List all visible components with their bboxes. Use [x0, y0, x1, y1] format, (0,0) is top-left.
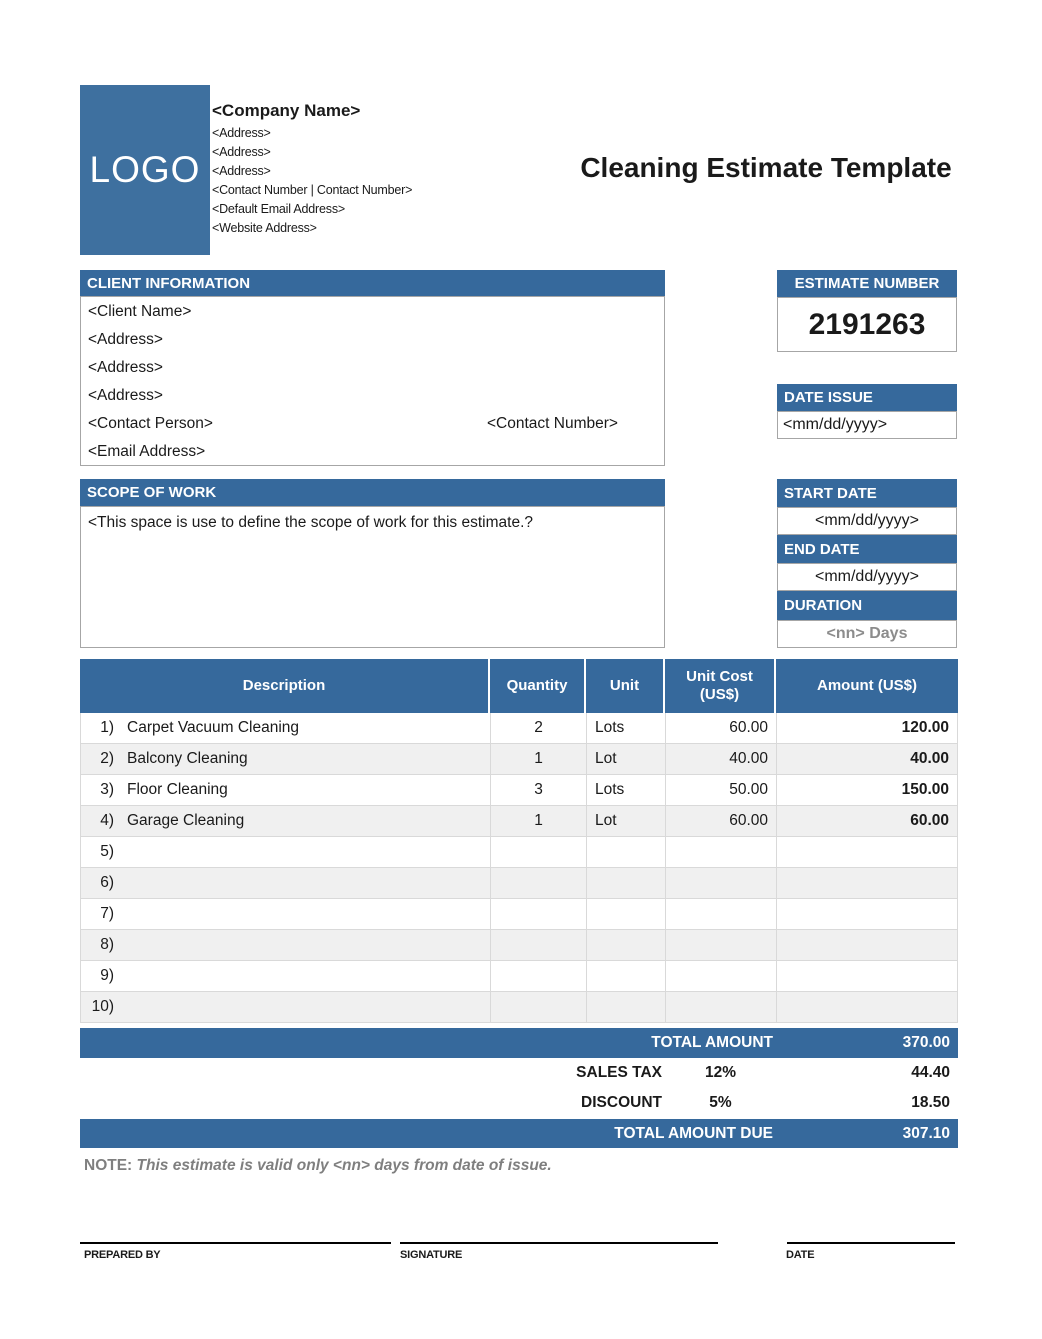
- row-description-cell[interactable]: [81, 899, 490, 929]
- row-number: 3): [100, 781, 114, 798]
- column-header-quantity: Quantity: [490, 659, 586, 713]
- logo-text: LOGO: [89, 149, 201, 190]
- prepared-by-line: [80, 1242, 391, 1244]
- client-contact-row: [81, 410, 664, 438]
- company-email-field[interactable]: <Default Email Address>: [212, 202, 345, 216]
- row-quantity-cell[interactable]: [490, 992, 586, 1022]
- client-contact-person-field[interactable]: <Contact Person>: [88, 415, 213, 432]
- table-row: [81, 744, 957, 775]
- row-description: Floor Cleaning: [127, 781, 228, 798]
- row-unit-cost-cell[interactable]: [665, 930, 776, 960]
- client-information-header: CLIENT INFORMATION: [80, 270, 665, 296]
- row-unit-cell[interactable]: [586, 899, 665, 929]
- unit-cost-line1: Unit Cost: [686, 668, 753, 685]
- row-unit-cell[interactable]: [586, 868, 665, 898]
- column-header-unit-cost: [665, 659, 776, 713]
- sales-tax-row: [80, 1058, 958, 1088]
- row-quantity-cell[interactable]: [490, 837, 586, 867]
- row-unit-cell[interactable]: Lot: [586, 744, 665, 774]
- unit-cost-line2: (US$): [699, 686, 740, 703]
- row-number: 6): [100, 874, 114, 891]
- discount-value: 18.50: [911, 1094, 950, 1111]
- row-unit-cost-cell[interactable]: 50.00: [665, 775, 776, 805]
- row-number: 1): [100, 719, 114, 736]
- discount-row: [80, 1088, 958, 1118]
- row-quantity-cell[interactable]: [490, 899, 586, 929]
- items-table-body: [80, 713, 958, 1023]
- row-description-cell[interactable]: [81, 930, 490, 960]
- total-amount-label: TOTAL AMOUNT: [651, 1034, 773, 1051]
- row-quantity-cell[interactable]: 3: [490, 775, 586, 805]
- client-information-box: [80, 296, 665, 466]
- document-title: Cleaning Estimate Template: [580, 152, 952, 183]
- company-address-field[interactable]: <Address>: [212, 164, 271, 178]
- date-issue-header: DATE ISSUE: [777, 384, 957, 411]
- table-row: [81, 713, 957, 744]
- row-quantity-cell[interactable]: 2: [490, 713, 586, 743]
- row-unit-cell[interactable]: [586, 837, 665, 867]
- row-unit-cost-cell[interactable]: [665, 868, 776, 898]
- date-label: DATE: [786, 1249, 815, 1261]
- total-amount-value: 370.00: [902, 1034, 950, 1051]
- client-email-field[interactable]: <Email Address>: [88, 443, 206, 460]
- row-unit-cost-cell[interactable]: [665, 899, 776, 929]
- row-amount-cell: [776, 868, 957, 898]
- end-date-field[interactable]: <mm/dd/yyyy>: [777, 563, 957, 591]
- row-number: 4): [100, 812, 114, 829]
- row-description-cell[interactable]: [81, 992, 490, 1022]
- company-block: [212, 101, 572, 238]
- table-row: [81, 899, 957, 930]
- row-quantity-cell[interactable]: [490, 868, 586, 898]
- date-issue-field[interactable]: <mm/dd/yyyy>: [777, 411, 957, 439]
- column-header-amount: Amount (US$): [817, 677, 917, 694]
- row-unit-cost-cell[interactable]: [665, 992, 776, 1022]
- row-number: 7): [100, 905, 114, 922]
- sales-tax-rate-field[interactable]: 12%: [704, 1064, 737, 1081]
- row-amount-cell: [776, 837, 957, 867]
- row-description-cell[interactable]: [81, 713, 490, 743]
- row-unit-cell[interactable]: Lots: [586, 775, 665, 805]
- row-amount-cell: [776, 992, 957, 1022]
- row-quantity-cell[interactable]: [490, 930, 586, 960]
- scope-of-work-header: SCOPE OF WORK: [80, 479, 665, 506]
- row-unit-cost-cell[interactable]: 60.00: [665, 806, 776, 836]
- table-row: [81, 806, 957, 837]
- row-number: 5): [100, 843, 114, 860]
- start-date-header: START DATE: [777, 479, 957, 507]
- row-description-cell[interactable]: [81, 837, 490, 867]
- signature-label: SIGNATURE: [400, 1249, 463, 1261]
- client-address-field[interactable]: <Address>: [88, 331, 163, 348]
- client-address-field[interactable]: <Address>: [88, 359, 163, 376]
- row-amount-cell: [776, 899, 957, 929]
- row-unit-cost-cell[interactable]: 40.00: [665, 744, 776, 774]
- row-quantity-cell[interactable]: [490, 961, 586, 991]
- total-amount-due-label: TOTAL AMOUNT DUE: [614, 1124, 773, 1142]
- table-row: [81, 961, 957, 992]
- row-number: 10): [91, 998, 114, 1015]
- row-unit-cell[interactable]: Lot: [586, 806, 665, 836]
- column-header-description: Description: [80, 659, 490, 713]
- estimate-number-value[interactable]: 2191263: [777, 297, 957, 352]
- row-amount-cell: [776, 961, 957, 991]
- estimate-number-header: ESTIMATE NUMBER: [777, 270, 957, 297]
- end-date-header: END DATE: [777, 535, 957, 563]
- row-unit-cell[interactable]: Lots: [586, 713, 665, 743]
- row-description-cell[interactable]: [81, 868, 490, 898]
- row-unit-cost-cell[interactable]: [665, 961, 776, 991]
- row-number: 8): [100, 936, 114, 953]
- row-unit-cell[interactable]: [586, 992, 665, 1022]
- client-contact-number-field[interactable]: <Contact Number>: [487, 415, 618, 432]
- row-amount-cell: 120.00: [776, 713, 957, 743]
- company-website-field[interactable]: <Website Address>: [212, 221, 317, 235]
- row-number: 9): [100, 967, 114, 984]
- signature-line: [400, 1242, 718, 1244]
- date-line: [787, 1242, 955, 1244]
- table-row: [81, 930, 957, 961]
- row-unit-cost-cell[interactable]: 60.00: [665, 713, 776, 743]
- table-row: [81, 775, 957, 806]
- company-address-field[interactable]: <Address>: [212, 126, 271, 140]
- scope-of-work-field[interactable]: <This space is use to define the scope of work for this estimate.?: [80, 506, 665, 648]
- client-address-field[interactable]: <Address>: [88, 387, 163, 404]
- row-description-cell[interactable]: [81, 806, 490, 836]
- sales-tax-label: SALES TAX: [576, 1064, 662, 1081]
- row-quantity-cell[interactable]: 1: [490, 744, 586, 774]
- client-name-field[interactable]: <Client Name>: [88, 303, 192, 320]
- row-description-cell[interactable]: [81, 744, 490, 774]
- company-address-field[interactable]: <Address>: [212, 145, 271, 159]
- row-amount-cell: [776, 930, 957, 960]
- row-amount-cell: 60.00: [776, 806, 957, 836]
- column-header-unit: Unit: [586, 659, 665, 713]
- discount-rate-field[interactable]: 5%: [709, 1094, 732, 1111]
- row-description-cell[interactable]: [81, 775, 490, 805]
- row-description: Garage Cleaning: [127, 812, 245, 829]
- row-unit-cell[interactable]: [586, 961, 665, 991]
- discount-label: DISCOUNT: [581, 1094, 662, 1111]
- row-description: Carpet Vacuum Cleaning: [127, 719, 300, 736]
- row-unit-cost-cell[interactable]: [665, 837, 776, 867]
- logo-placeholder[interactable]: [80, 85, 210, 255]
- duration-header: DURATION: [777, 591, 957, 620]
- total-amount-row: [80, 1028, 958, 1058]
- table-row: [81, 992, 957, 1023]
- note-prefix: NOTE:: [84, 1157, 133, 1174]
- company-name-field[interactable]: <Company Name>: [212, 101, 361, 120]
- table-row: [81, 868, 957, 899]
- start-date-field[interactable]: <mm/dd/yyyy>: [777, 507, 957, 535]
- row-amount-cell: 40.00: [776, 744, 957, 774]
- items-table: [80, 659, 958, 1023]
- company-contact-field[interactable]: <Contact Number | Contact Number>: [212, 183, 413, 197]
- row-description-cell[interactable]: [81, 961, 490, 991]
- row-description: Balcony Cleaning: [127, 750, 248, 767]
- prepared-by-label: PREPARED BY: [84, 1249, 161, 1261]
- total-amount-due-value: 307.10: [902, 1124, 950, 1142]
- note-text: This estimate is valid only <nn> days from date of issue.: [132, 1157, 552, 1174]
- row-number: 2): [100, 750, 114, 767]
- validity-note: [84, 1157, 552, 1175]
- items-table-header: [80, 659, 958, 713]
- sales-tax-value: 44.40: [911, 1064, 950, 1081]
- row-quantity-cell[interactable]: 1: [490, 806, 586, 836]
- table-row: [81, 837, 957, 868]
- total-amount-due-row: [80, 1119, 958, 1148]
- row-unit-cell[interactable]: [586, 930, 665, 960]
- duration-field[interactable]: <nn> Days: [777, 620, 957, 648]
- row-amount-cell: 150.00: [776, 775, 957, 805]
